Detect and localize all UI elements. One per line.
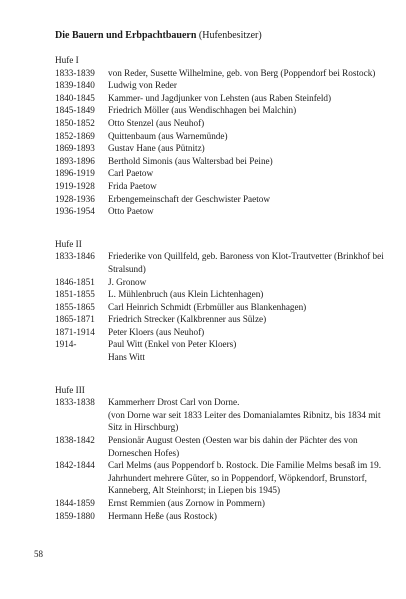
entry-row [55,250,385,275]
entry-text: Erbengemeinschaft der Geschwister Paetow [108,193,270,204]
entry-years: 1896-1919 [55,168,95,179]
entry-text: Hermann Heße (aus Rostock) [108,510,217,521]
entry-years: 1833-1839 [55,67,95,78]
entry-row [55,79,385,92]
entry-row [55,301,385,314]
entry-row [55,180,385,193]
entry-years: 1850-1852 [55,117,95,128]
entry-years: 1851-1855 [55,289,95,300]
entry-years [55,409,105,434]
entry-text: Gustav Hane (aus Pütnitz) [108,143,205,154]
entry-years: 1928-1936 [55,193,95,204]
entry-row [55,117,385,130]
entry-row [55,276,385,289]
entry-years: 1852-1869 [55,130,95,141]
entry-list [55,396,385,522]
entry-years: 1865-1871 [55,314,95,325]
entry-row [55,104,385,117]
entry-text: Carl Paetow [108,168,154,179]
entry-text: Kammerherr Drost Carl von Dorne. [108,397,240,408]
page-number: 58 [34,549,43,559]
entry-row [55,288,385,301]
entry-text: Friedrich Möller (aus Wendischhagen bei Malchin) [108,105,297,116]
entry-text: Otto Paetow [108,206,154,217]
section-title: Hufe I [55,55,79,65]
entry-row [55,409,385,434]
entry-row [55,497,385,510]
entry-years: 1859-1880 [55,510,95,521]
entry-years: 1840-1845 [55,92,95,103]
entry-text: L. Mühlenbruch (aus Klein Lichtenhagen) [108,289,264,300]
section-gap [55,228,385,238]
page-content [55,30,385,532]
entry-row [55,510,385,523]
entry-text: Peter Kloers (aus Neuhof) [108,326,205,337]
entry-years: 1869-1893 [55,143,95,154]
entry-years: 1893-1896 [55,155,95,166]
heading-title: Die Bauern und Erbpachtbauern [55,30,197,41]
entry-text: Carl Melms (aus Poppendorf b. Rostock. Die Familie Melms besaß im 19. Jahrhundert mehrere Güter, so in Poppendorf, Wöpkendorf, Brunstorf, Kanneberg, Alt Steinhorst; in Liepen bis 1945) [108,460,382,496]
entry-years: 1936-1954 [55,206,95,217]
entry-text: Paul Witt (Enkel von Peter Kloers) [108,339,237,350]
section-gap [55,374,385,384]
entry-text: Otto Stenzel (aus Neuhof) [108,117,205,128]
entry-row [55,142,385,155]
entry-text: Kammer- und Jagdjunker von Lehsten (aus Raben Steinfeld) [108,92,332,103]
entry-text: Ludwig von Reder [108,80,177,91]
entry-text: Hans Witt [108,352,145,363]
entry-years: 1871-1914 [55,326,95,337]
entry-years: 1845-1849 [55,105,95,116]
entry-text: Pensionär August Oesten (Oesten war bis dahin der Pächter des von Dorneschen Hofes) [108,435,358,458]
section-title: Hufe III [55,384,85,395]
entry-years: 1846-1851 [55,276,95,287]
entry-row [55,155,385,168]
entry-row [55,434,385,459]
entry-row [55,167,385,180]
entry-text: Friederike von Quillfeld, geb. Baroness von Klot-Trautvetter (Brinkhof bei Stralsund) [108,251,384,274]
entry-list [55,67,385,218]
page-heading [55,30,385,42]
entry-years: 1855-1865 [55,301,95,312]
entry-row [55,313,385,326]
entry-row [55,338,385,351]
entry-years: 1914- [55,339,77,350]
entry-text: (von Dorne war seit 1833 Leiter des Domanialamtes Ribnitz, bis 1834 mit Sitz in Hirschburg) [108,409,381,433]
entry-text: J. Gronow [108,276,147,287]
sections-container [55,54,385,522]
entry-list [55,250,385,363]
section-title: Hufe II [55,238,82,249]
entry-row [55,67,385,80]
entry-text: Berthold Simonis (aus Waltersbad bei Peine) [108,155,273,166]
entry-text: Ernst Remmien (aus Zornow in Pommern) [108,498,265,508]
entry-years: 1842-1844 [55,460,95,471]
entry-years: 1833-1846 [55,251,95,262]
entry-row [55,92,385,105]
entry-years: 1919-1928 [55,180,95,191]
entry-years [55,351,105,364]
entry-row [55,351,385,364]
entry-row [55,396,385,409]
entry-text: von Reder, Susette Wilhelmine, geb. von Berg (Poppendorf bei Rostock) [108,67,376,78]
entry-row [55,459,385,497]
entry-text: Frida Paetow [108,180,157,191]
entry-text: Carl Heinrich Schmidt (Erbmüller aus Blankenhagen) [108,301,307,312]
entry-row [55,193,385,206]
heading-subtitle: (Hufenbesitzer) [198,30,262,41]
entry-row [55,326,385,339]
entry-row [55,130,385,143]
entry-text: Friedrich Strecker (Kalkbrenner aus Sülze) [108,314,267,325]
entry-years: 1838-1842 [55,435,95,446]
entry-years: 1844-1859 [55,498,95,508]
entry-years: 1839-1840 [55,80,95,91]
entry-row [55,205,385,218]
entry-text: Quittenbaum (aus Warnemünde) [108,130,228,141]
entry-years: 1833-1838 [55,397,95,408]
